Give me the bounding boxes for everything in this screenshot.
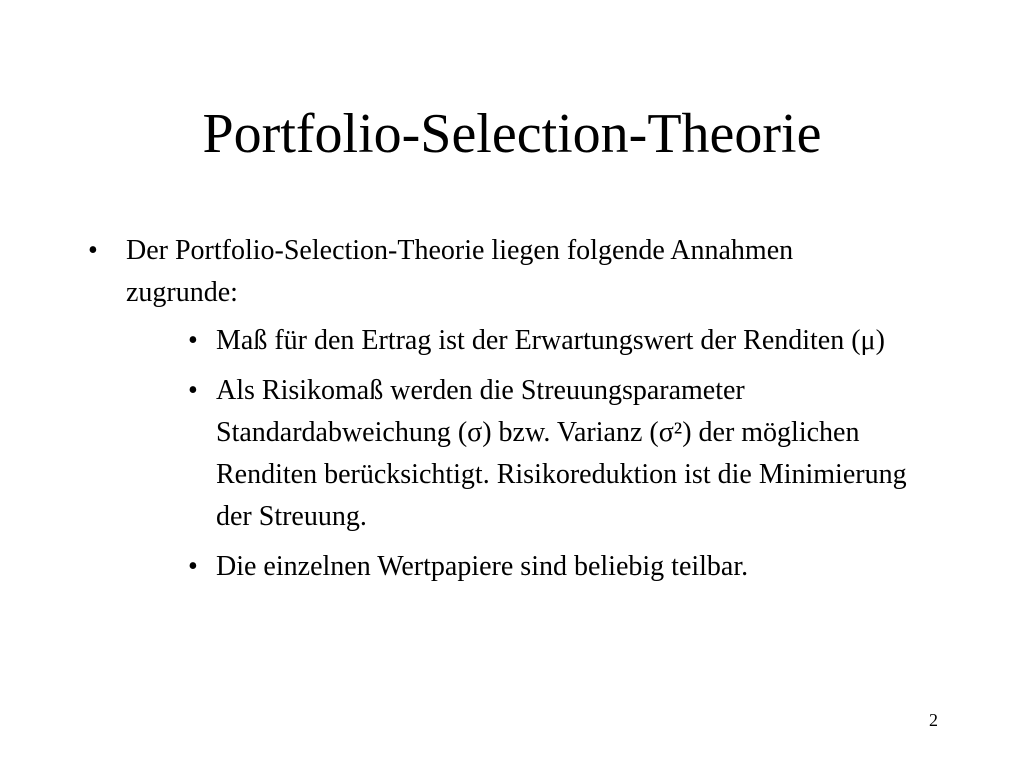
- bullet-marker: •: [188, 375, 198, 406]
- bullet-marker: •: [188, 325, 198, 356]
- page-number: 2: [929, 710, 938, 730]
- bullet-marker: •: [188, 551, 198, 582]
- sub-bullet-text: Maß für den Ertrag ist der Erwartungswert der Renditen (μ): [216, 325, 885, 356]
- main-bullet-text: Der Portfolio-Selection-Theorie liegen folgende Annahmen zugrunde:: [126, 235, 794, 308]
- sub-bullet: [188, 370, 948, 538]
- sub-bullet: [188, 320, 948, 362]
- bullet-marker: •: [88, 235, 98, 266]
- sub-bullet-list: [188, 320, 948, 596]
- sub-bullet-text: Die einzelnen Wertpapiere sind beliebig teilbar.: [216, 551, 749, 582]
- sub-bullet-text: Als Risikomaß werden die Streuungsparameter Standardabweichung (σ) bzw. Varianz (σ²) der möglichen Renditen berücksichtigt. Risikoreduktion ist die Minimierung der Streuung.: [216, 375, 907, 532]
- main-bullet: [88, 230, 888, 314]
- sub-bullet: [188, 546, 948, 588]
- slide-title: Portfolio-Selection-Theorie: [202, 103, 822, 165]
